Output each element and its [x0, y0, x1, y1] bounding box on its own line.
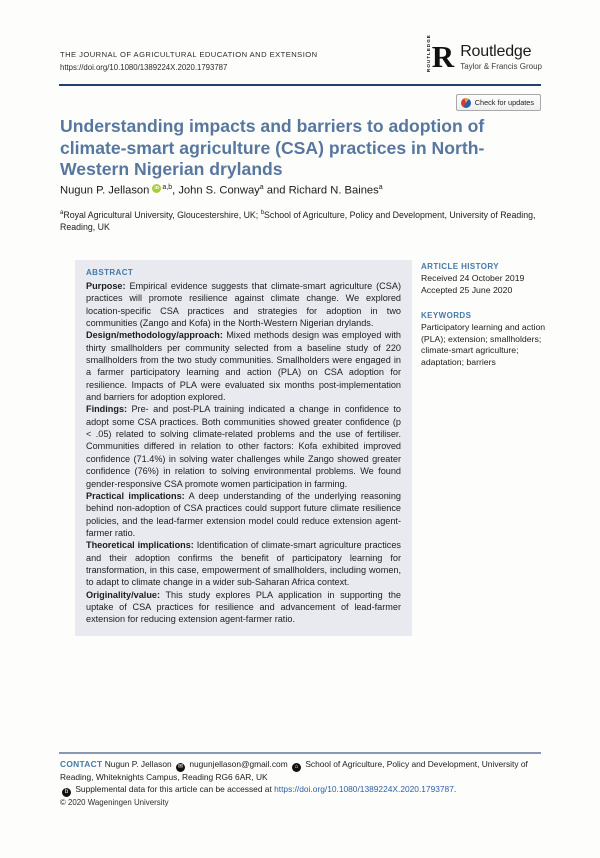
- contact-label: CONTACT: [60, 759, 103, 769]
- author-name: Nugun P. Jellason: [60, 184, 150, 197]
- abstract-paragraph: Theoretical implications: Identification of climate-smart agriculture practices and their adoption confirms the benefit of participatory learning for transformation, in this case, empowerment of smallholders, including women, to adapt to climate change in a wider sub-Saharan Africa context.: [86, 540, 401, 588]
- affiliation-mark: a: [60, 210, 64, 216]
- supplemental-period: .: [453, 783, 457, 794]
- author-affiliation-mark: a: [259, 184, 264, 191]
- abstract-heading: ABSTRACT: [86, 268, 134, 277]
- author-affiliation-mark: a,b: [162, 184, 173, 191]
- email-icon: ✉: [177, 764, 183, 770]
- header-rule: [59, 84, 541, 86]
- publisher-name: Routledge: [460, 43, 532, 60]
- journal-doi[interactable]: https://doi.org/10.1080/1389224X.2020.1793787: [60, 63, 228, 72]
- copyright-line: © 2020 Wageningen University: [60, 797, 169, 807]
- abstract-section-label: Originality/value:: [86, 589, 161, 600]
- journal-header: [60, 50, 318, 72]
- keywords-text: Participatory learning and action (PLA); extension; smallholders; climate-smart agriculture; adaptation; barriers: [421, 322, 546, 367]
- contact-name: Nugun P. Jellason: [104, 759, 172, 769]
- abstract-paragraph: Practical implications: A deep understanding of the underlying reasoning behind non-adoption of CSA practices could support future climate resilience policies, and the lead-farmer extension model could reduce extension agent-farmer ratio.: [86, 490, 401, 538]
- keywords-heading: KEYWORDS: [421, 311, 472, 321]
- article-info-sidebar: [421, 262, 553, 369]
- affiliation-mark: b: [260, 210, 265, 216]
- author-name: Richard N. Baines: [288, 184, 379, 197]
- abstract-body: [86, 280, 401, 626]
- affiliations-line: $^a$Royal Agricultural University, Gloucestershire, UK; $^b$School of Agriculture, Policy and Development, University of Reading, Reading, UK: [60, 209, 536, 232]
- keywords-block: [421, 311, 553, 368]
- orcid-icon[interactable]: iD: [152, 184, 161, 193]
- supplemental-doi-link[interactable]: https://doi.org/10.1080/1389224X.2020.1793787: [274, 783, 454, 794]
- article-title: Understanding impacts and barriers to adoption of climate-smart agriculture (CSA) practices in North-Western Nigerian drylands: [60, 116, 485, 180]
- abstract-section-label: Design/methodology/approach:: [86, 330, 223, 341]
- contact-email[interactable]: nugunjellason@gmail.com: [189, 759, 288, 769]
- footer: [60, 759, 542, 808]
- history-line: Received 24 October 2019: [421, 273, 525, 283]
- publisher-text: [460, 43, 542, 71]
- address-icon: ⌂: [292, 763, 301, 772]
- abstract-section-label: Theoretical implications:: [86, 540, 194, 551]
- abstract-paragraph: Findings: Pre- and post-PLA training indicated a change in confidence to adopt some CSA practices. Both communities showed greater confidence (p < .05) related to solving climate-related problems and the use of fertiliser. Communities differed in relation to other factors: Kofa exhibited improved confidence (71.4%) in solving water challenges while Zango showed greater confidence (76%) in relation to solving environmental problems. We found gender-responsive CSA promote women participation in farming.: [86, 404, 401, 489]
- routledge-logo: [425, 34, 542, 74]
- author-name: John S. Conway: [178, 184, 260, 197]
- routledge-r-icon: R: [431, 39, 455, 74]
- supplemental-text: Supplemental data for this article can be accessed at: [75, 783, 275, 794]
- abstract-box: [75, 260, 412, 636]
- authors-line: Nugun P. Jellason iD $^{a,b}$, John S. Conway$^a$ and Richard N. Baines$^a$: [60, 184, 383, 197]
- check-for-updates-label: Check for updates: [474, 98, 534, 107]
- contact-line: [60, 759, 542, 784]
- abstract-section-label: Findings:: [86, 404, 128, 415]
- publisher-group: Taylor & Francis Group: [460, 62, 542, 71]
- author-affiliation-mark: a: [378, 184, 383, 191]
- routledge-logo-mark: [425, 34, 455, 74]
- abstract-paragraph: Design/methodology/approach: Mixed methods design was employed with thirty smallholders per community selected from a baseline study of 220 smallholders from the two study communities. Smallholders were engaged in a farmer participatory learning and action (PLA) on CSA adoption for resilience. Impacts of PLA were evaluated six months post-implementation and barriers for adoption explored.: [86, 330, 401, 403]
- footer-rule: [59, 752, 541, 754]
- journal-name: THE JOURNAL OF AGRICULTURAL EDUCATION AND EXTENSION: [60, 50, 318, 59]
- abstract-section-label: Practical implications:: [86, 490, 185, 501]
- abstract-paragraph: Originality/value: This study explores PLA application in supporting the uptake of CSA practices for resilience and advancement of lead-farmer extension for reducing extension agent-farmer ratio.: [86, 589, 401, 625]
- crossmark-icon: [461, 98, 471, 108]
- routledge-vertical-text: ROUTLEDGE: [425, 34, 431, 72]
- abstract-paragraph: Purpose: Empirical evidence suggests that climate-smart agriculture (CSA) practices will promote resilience against climate change. We explored location-specific CSA practices and strategies for adoption in two communities (Zango and Kofa) in the North-Western Nigerian drylands.: [86, 281, 401, 329]
- article-history-heading: ARTICLE HISTORY: [421, 262, 500, 271]
- abstract-section-label: Purpose:: [86, 281, 126, 291]
- article-history-lines: [421, 273, 553, 296]
- history-line: Accepted 25 June 2020: [421, 284, 513, 295]
- supplemental-icon: b: [62, 788, 71, 797]
- supplemental-line: [60, 784, 542, 797]
- check-for-updates-button[interactable]: [456, 94, 541, 111]
- contact-address: School of Agriculture, Policy and Development, University of Reading, Whiteknights Campus, Reading RG6 6AR, UK: [60, 759, 528, 782]
